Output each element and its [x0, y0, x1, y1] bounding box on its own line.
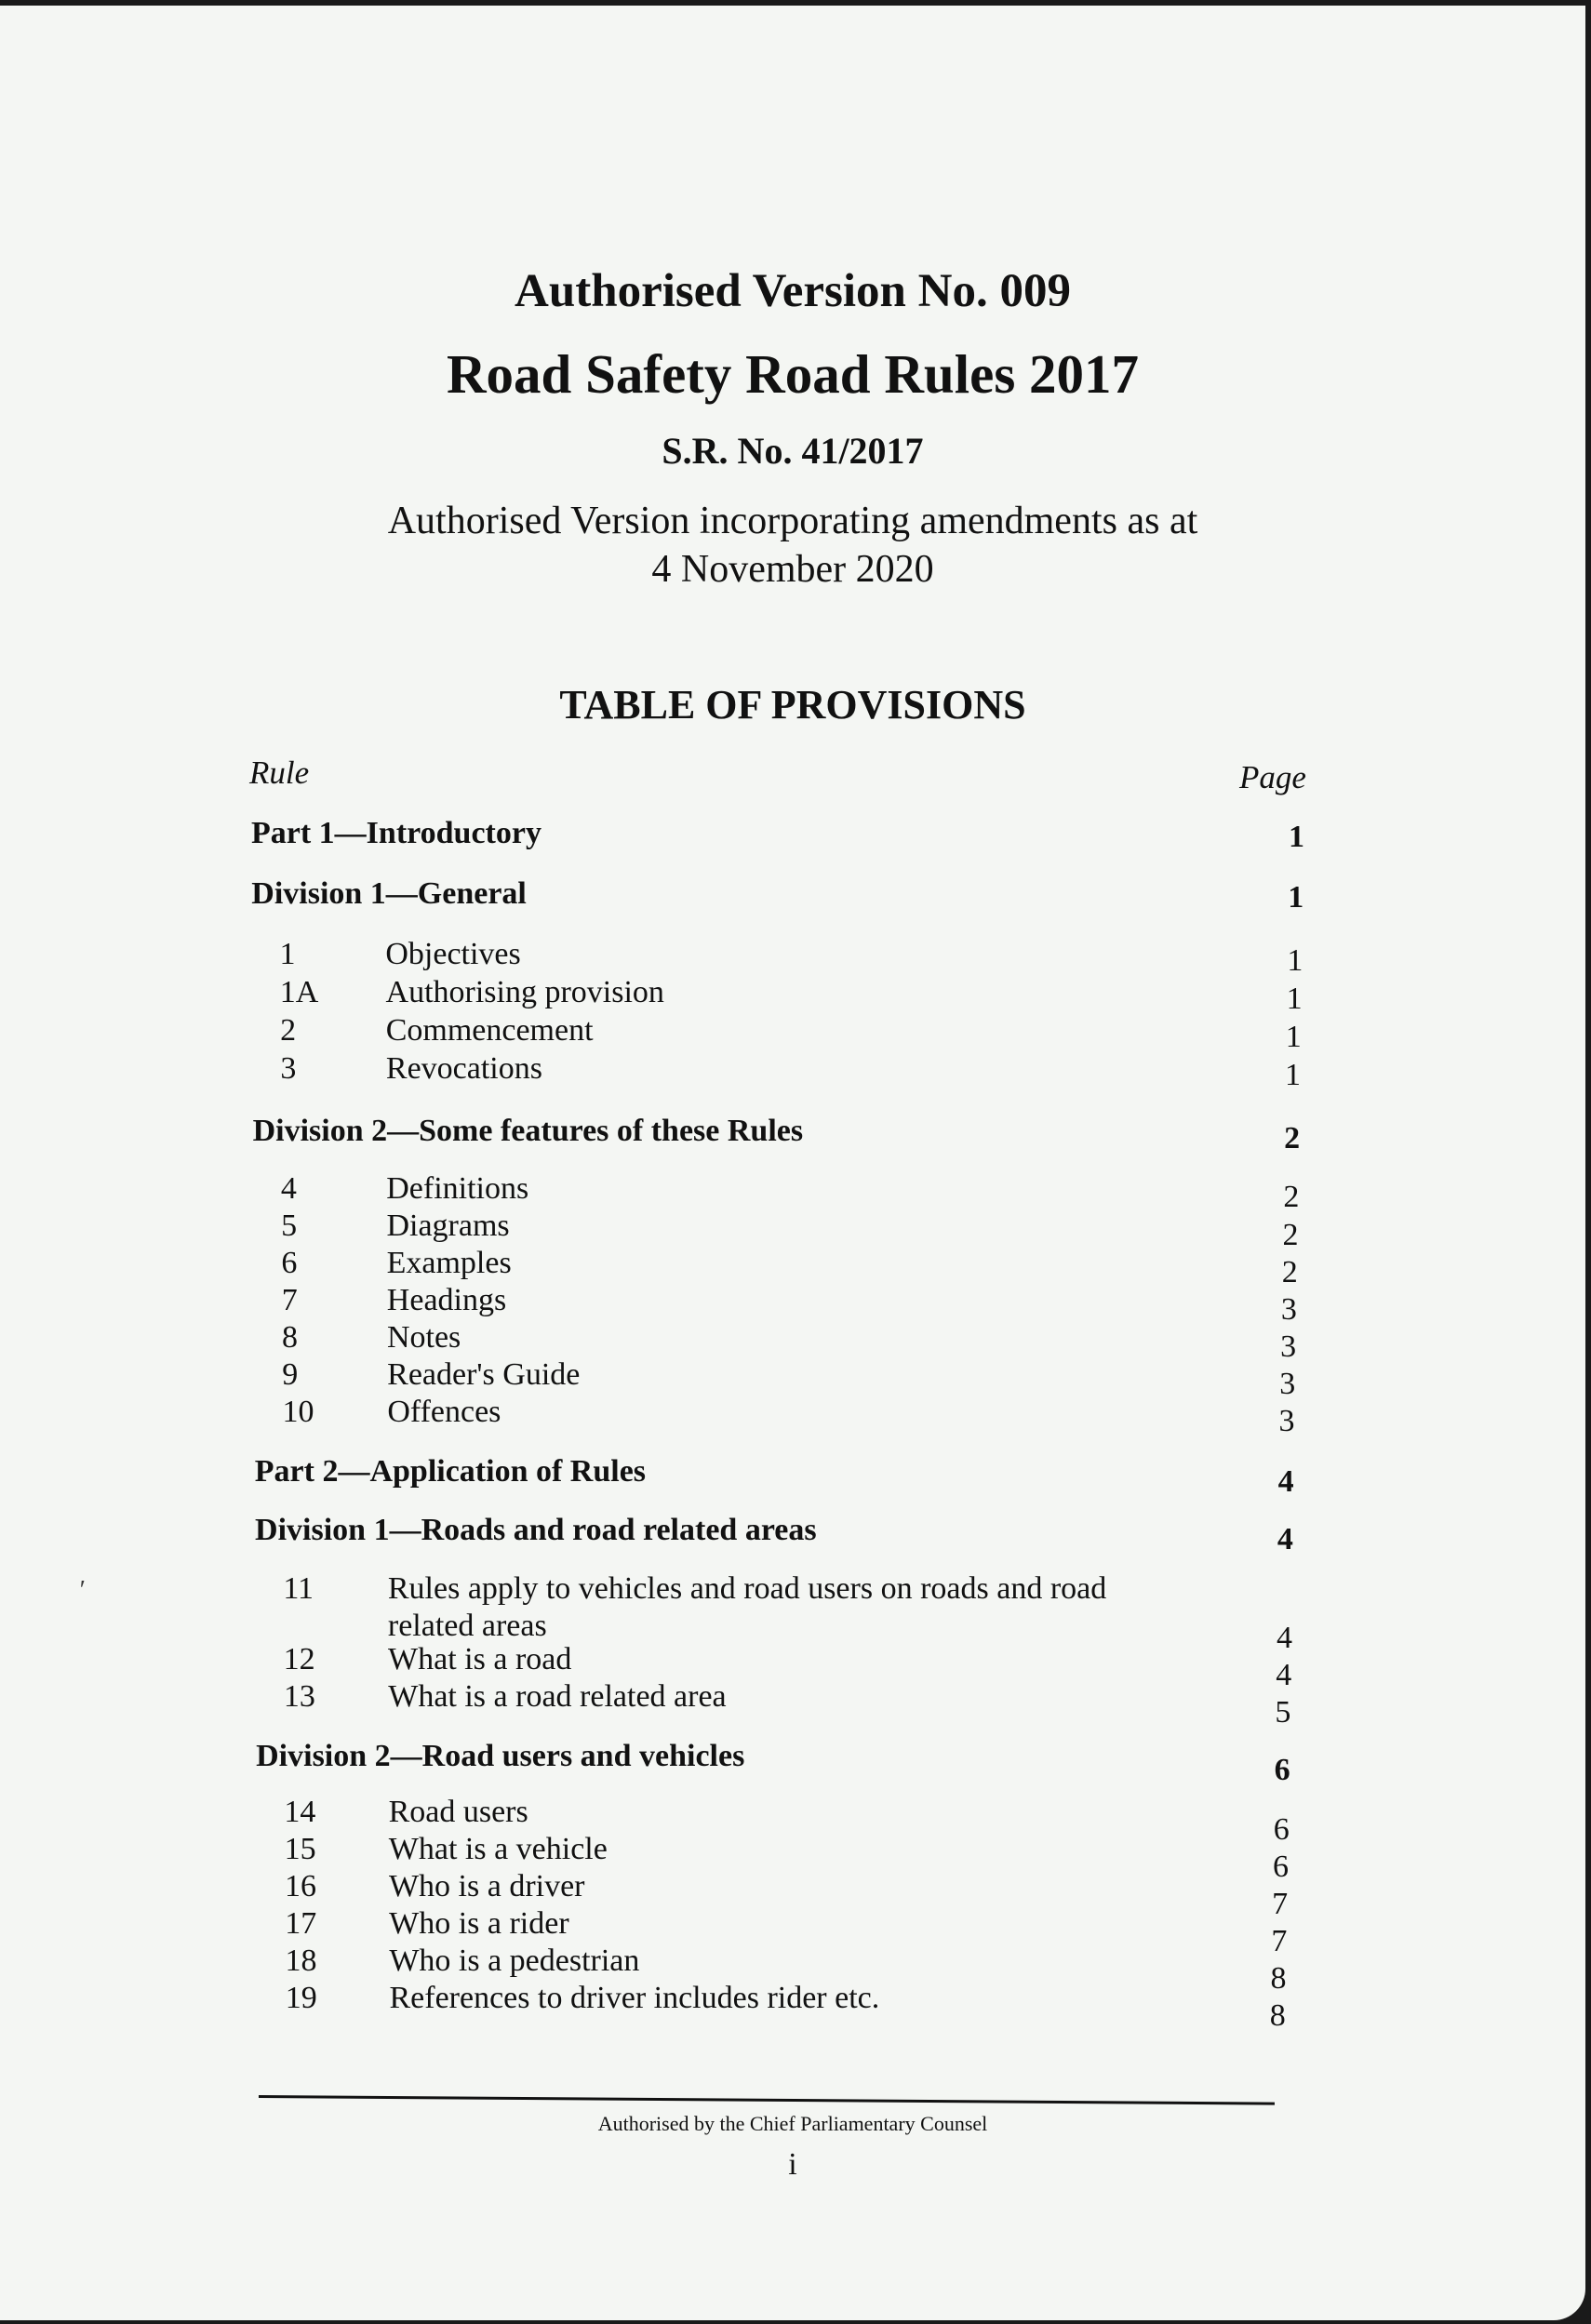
amendments-line-1: Authorised Version incorporating amendments as at	[387, 500, 1198, 542]
rule-number: 1	[279, 937, 296, 971]
rule-number: 13	[283, 1679, 315, 1714]
rule-number: 7	[281, 1283, 298, 1317]
rule-title	[389, 1831, 608, 1868]
page-ref: 1	[1284, 1058, 1301, 1092]
rule-number: 14	[284, 1795, 316, 1829]
rule-title-text: What is a road related area	[388, 1679, 727, 1714]
document-title: Road Safety Road Rules 2017	[446, 343, 1140, 405]
toc-heading-title: Division 1—Roads and road related areas	[255, 1513, 817, 1547]
rule-title-text: Road users	[388, 1795, 528, 1829]
footer-text: Authorised by the Chief Parliamentary Counsel	[597, 2112, 988, 2135]
rule-title	[389, 1905, 569, 1943]
page-ref: 4	[1277, 1621, 1293, 1655]
rule-number: 17	[285, 1906, 317, 1941]
rule-title-text: Who is a rider	[389, 1906, 569, 1941]
rule-number: 1A	[279, 975, 319, 1009]
rule-title	[386, 1170, 528, 1208]
toc-heading: TABLE OF PROVISIONS	[559, 682, 1026, 728]
rule-title	[386, 974, 664, 1011]
page-ref: 4	[1277, 1464, 1294, 1499]
page-ref: 6	[1273, 1812, 1290, 1847]
page-ref: 4	[1276, 1658, 1292, 1692]
page-ref: 4	[1277, 1522, 1293, 1556]
page-ref: 6	[1272, 1850, 1289, 1884]
rule-number: 3	[280, 1051, 297, 1086]
rule-title	[386, 1012, 594, 1049]
rule-title	[387, 1356, 580, 1394]
page-ref: 1	[1285, 1020, 1302, 1054]
rule-number: 15	[284, 1832, 316, 1866]
rule-title	[385, 936, 520, 973]
rule-title-text: Commencement	[385, 1013, 594, 1048]
rule-number: 18	[285, 1943, 317, 1978]
rule-title-text: Reader's Guide	[387, 1357, 581, 1392]
rule-title	[388, 1678, 726, 1716]
page-number: i	[788, 2147, 797, 2182]
rule-number: 6	[281, 1246, 298, 1280]
column-header-rule: Rule	[249, 755, 310, 791]
authorised-version: Authorised Version No. 009	[515, 265, 1071, 317]
page-ref: 5	[1275, 1695, 1291, 1730]
page-ref: 3	[1279, 1367, 1296, 1401]
rule-title	[387, 1394, 501, 1431]
rule-title-text: Diagrams	[386, 1209, 510, 1243]
page-ref: 1	[1287, 943, 1304, 978]
rule-number: 19	[285, 1981, 317, 2015]
rule-title	[386, 1050, 542, 1088]
rule-title	[390, 1980, 880, 2017]
rule-number: 4	[280, 1171, 297, 1206]
page-ref: 3	[1280, 1329, 1297, 1364]
page-ref: 1	[1288, 880, 1304, 915]
stray-mark: ′	[78, 1576, 85, 1605]
toc-heading-title: Part 2—Application of Rules	[254, 1454, 647, 1489]
rule-number: 9	[282, 1357, 299, 1392]
page-ref: 8	[1269, 1998, 1286, 2033]
page-ref: 2	[1284, 1121, 1301, 1155]
page-ref: 8	[1270, 1961, 1287, 1996]
page-ref: 1	[1289, 820, 1304, 854]
rule-title-text: Authorising provision	[385, 975, 664, 1009]
toc-heading-title: Part 1—Introductory	[251, 816, 541, 850]
page-ref: 7	[1272, 1887, 1289, 1921]
amendments-note	[0, 497, 1585, 594]
page-ref: 2	[1281, 1255, 1298, 1289]
rule-title-text: Who is a pedestrian	[389, 1943, 640, 1978]
rule-title	[387, 1319, 461, 1356]
rule-title-text: Offences	[387, 1395, 501, 1429]
rule-number: 11	[283, 1571, 314, 1606]
document-page	[0, 6, 1585, 2320]
column-header-page: Page	[1239, 759, 1306, 795]
rule-title	[389, 1868, 585, 1905]
page-ref: 3	[1278, 1404, 1295, 1438]
toc-heading-title: Division 1—General	[251, 876, 527, 911]
page-ref: 2	[1282, 1218, 1299, 1252]
rule-number: 12	[283, 1642, 315, 1676]
rule-title-text: Revocations	[385, 1051, 542, 1086]
page-ref: 6	[1274, 1753, 1290, 1787]
rule-number: 16	[284, 1869, 316, 1903]
rule-title	[389, 1943, 639, 1980]
rule-title	[387, 1245, 512, 1282]
rule-number: 2	[280, 1013, 297, 1048]
amendments-line-2: 4 November 2020	[651, 548, 934, 591]
rule-number: 10	[282, 1395, 314, 1429]
page-ref: 3	[1280, 1292, 1297, 1327]
rule-title-text: Who is a driver	[388, 1869, 585, 1903]
sr-number: S.R. No. 41/2017	[662, 430, 924, 472]
rule-title-text: Notes	[386, 1320, 461, 1355]
rule-title-text: What is a vehicle	[388, 1832, 608, 1866]
footer-divider	[259, 2095, 1275, 2105]
rule-title-text: Definitions	[386, 1171, 529, 1206]
page-ref: 2	[1283, 1180, 1300, 1214]
rule-number: 8	[281, 1320, 298, 1355]
rule-title	[386, 1208, 509, 1245]
rule-title-text: What is a road	[388, 1642, 572, 1676]
rule-title-text: Rules apply to vehicles and road users on roads and road	[387, 1571, 1107, 1606]
toc-heading-title: Division 2—Some features of these Rules	[252, 1114, 804, 1148]
rule-number: 5	[281, 1209, 298, 1243]
rule-title	[387, 1282, 506, 1319]
rule-title-text: References to driver includes rider etc.	[389, 1981, 880, 2015]
page-ref: 7	[1271, 1924, 1288, 1958]
rule-title-text: Headings	[386, 1283, 507, 1317]
rule-title-text: Examples	[386, 1246, 512, 1280]
toc-heading-title: Division 2—Road users and vehicles	[256, 1739, 745, 1773]
rule-title-continued: related areas	[387, 1609, 547, 1643]
rule-title	[389, 1794, 528, 1831]
rule-title	[388, 1641, 571, 1678]
rule-title-text: Objectives	[385, 937, 521, 971]
rule-title	[388, 1570, 1106, 1645]
page-ref: 1	[1286, 982, 1303, 1016]
